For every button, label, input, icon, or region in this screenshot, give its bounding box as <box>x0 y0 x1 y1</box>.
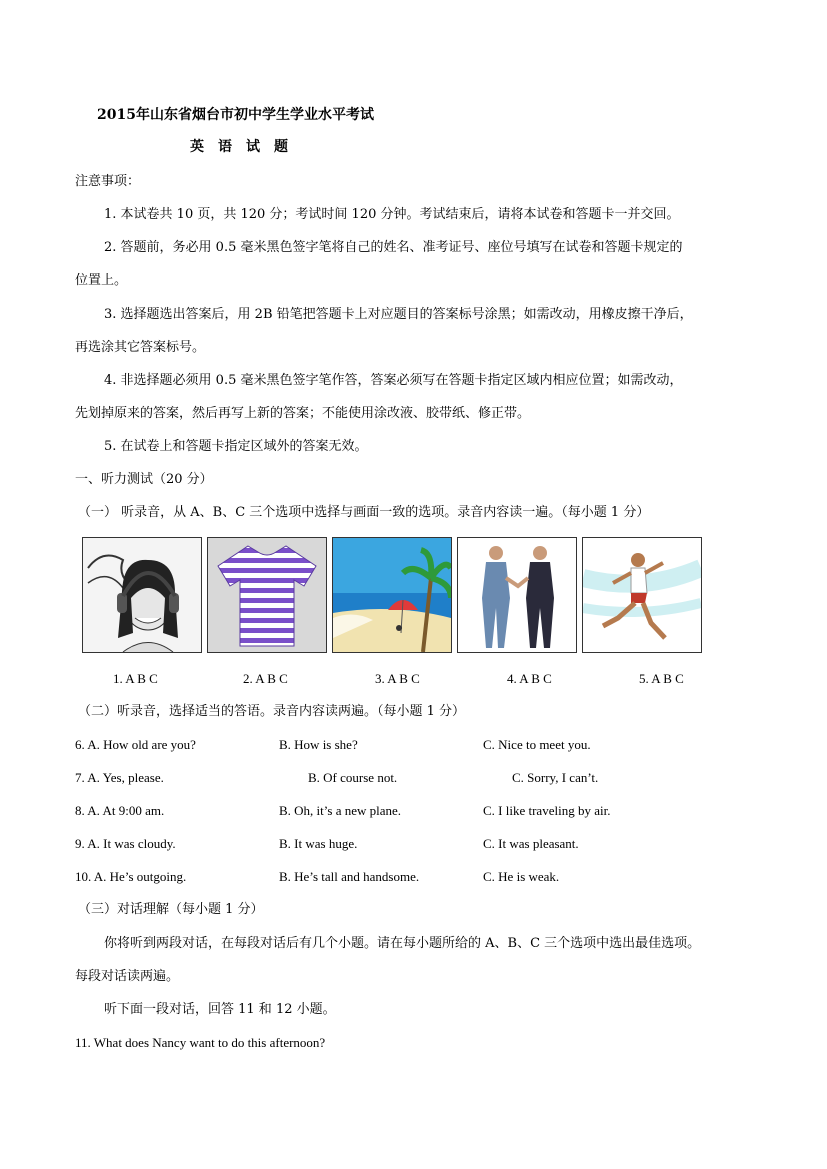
option-c: C. Sorry, I can’t. <box>512 770 599 785</box>
picture-label: 4. A B C <box>507 671 552 686</box>
option-a: 8. A. At 9:00 am. <box>75 803 165 818</box>
picture-label: 2. A B C <box>243 671 288 686</box>
option-a: 9. A. It was cloudy. <box>75 836 176 851</box>
part3-desc: 你将听到两段对话，在每段对话后有几个小题。请在每小题所给的 A、B、C 三个选项中选出最佳选项。 <box>104 936 701 951</box>
option-c: C. He is weak. <box>483 869 560 884</box>
notice-item: 4. 非选择题必须用 0.5 毫米黑色签字笔作答，答案必须写在答题卡指定区域内相应位置；如需改动， <box>104 373 683 388</box>
picture-woman-headphones <box>82 537 202 653</box>
option-b: B. It was huge. <box>279 836 358 851</box>
option-a: 7. A. Yes, please. <box>75 770 164 785</box>
option-b: B. Oh, it’s a new plane. <box>279 803 402 818</box>
option-b: B. He’s tall and handsome. <box>279 869 420 884</box>
notice-item: 再选涂其它答案标号。 <box>75 340 206 355</box>
option-c: C. I like traveling by air. <box>483 803 611 818</box>
picture-label: 1. A B C <box>113 671 158 686</box>
picture-label: 5. A B C <box>639 671 684 686</box>
part3-sub-instruction: 听下面一段对话，回答 11 和 12 小题。 <box>104 1002 336 1017</box>
notice-item: 5. 在试卷上和答题卡指定区域外的答案无效。 <box>104 439 368 454</box>
question-11: 11. What does Nancy want to do this afternoon? <box>75 1035 326 1050</box>
notice-item: 2. 答题前，务必用 0.5 毫米黑色签字笔将自己的姓名、准考证号、座位号填写在试卷和答题卡规定的 <box>104 240 683 255</box>
picture-striped-tshirt <box>207 537 327 653</box>
part1-instruction: （一） 听录音，从 A、B、C 三个选项中选择与画面一致的选项。录音内容读一遍。（每小题 1 分） <box>78 505 650 520</box>
section-title: 一、听力测试（20 分） <box>75 472 213 487</box>
option-c: C. Nice to meet you. <box>483 737 591 752</box>
notice-item: 位置上。 <box>75 273 128 288</box>
notice-item: 1. 本试卷共 10 页，共 120 分；考试时间 120 分钟。考试结束后，请将本试卷和答题卡一并交回。 <box>104 207 680 222</box>
picture-beach <box>332 537 452 653</box>
option-c: C. It was pleasant. <box>483 836 579 851</box>
picture-runner <box>582 537 702 653</box>
picture-label: 3. A B C <box>375 671 420 686</box>
notice-heading: 注意事项： <box>75 174 141 189</box>
picture-handshake <box>457 537 577 653</box>
notice-item: 3. 选择题选出答案后，用 2B 铅笔把答题卡上对应题目的答案标号涂黑；如需改动，用橡皮擦干净后， <box>104 307 693 322</box>
option-a: 6. A. How old are you? <box>75 737 196 752</box>
option-b: B. How is she? <box>279 737 358 752</box>
notice-item: 先划掉原来的答案，然后再写上新的答案；不能使用涂改液、胶带纸、修正带。 <box>75 406 531 421</box>
part2-instruction: （二）听录音，选择适当的答语。录音内容读两遍。（每小题 1 分） <box>78 704 466 719</box>
exam-subject: 英 语 试 题 <box>190 139 288 155</box>
part3-desc: 每段对话读两遍。 <box>75 969 180 984</box>
option-b: B. Of course not. <box>308 770 398 785</box>
exam-title: 2015年山东省烟台市初中学生学业水平考试 <box>97 107 374 123</box>
part3-instruction: （三）对话理解（每小题 1 分） <box>78 902 264 917</box>
option-a: 10. A. He’s outgoing. <box>75 869 187 884</box>
